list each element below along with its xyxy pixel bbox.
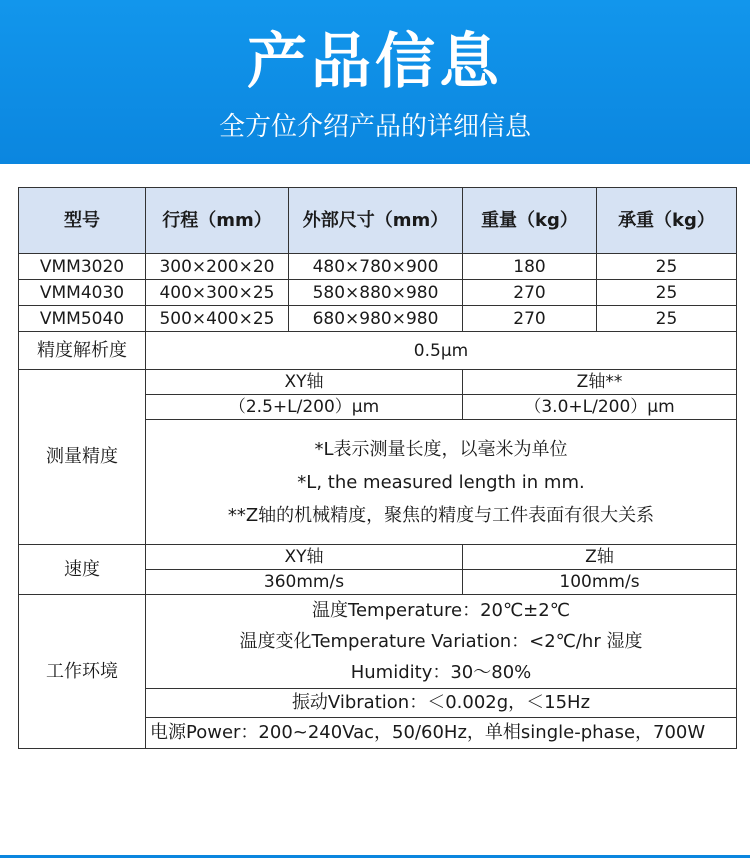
table-cell: 580×880×980 (289, 280, 463, 306)
spec-table (18, 187, 737, 749)
measure-z-value: （3.0+L/200）μm (463, 395, 737, 420)
table-cell: 270 (463, 280, 597, 306)
measure-axis-row (19, 370, 737, 395)
speed-xy-value: 360mm/s (146, 570, 463, 595)
table-cell: 270 (463, 306, 597, 332)
measure-xy-header: XY轴 (146, 370, 463, 395)
table-cell: 25 (597, 280, 737, 306)
speed-axis-row (19, 545, 737, 570)
table-cell: 480×780×900 (289, 254, 463, 280)
table-row (19, 254, 737, 280)
environment-line: 温度Temperature：20℃±2℃ (312, 600, 570, 621)
speed-z-header: Z轴 (463, 545, 737, 570)
table-row (19, 306, 737, 332)
resolution-row (19, 332, 737, 370)
resolution-label: 精度解析度 (19, 332, 146, 370)
speed-z-value: 100mm/s (463, 570, 737, 595)
table-cell: 500×400×25 (146, 306, 289, 332)
environment-line: Humidity：30～80% (350, 662, 532, 683)
table-cell: 400×300×25 (146, 280, 289, 306)
note-line: **Z轴的机械精度，聚焦的精度与工件表面有很大关系 (227, 504, 655, 526)
environment-line: 温度变化Temperature Variation：<2℃/hr 湿度 (239, 631, 643, 652)
environment-conditions (146, 595, 737, 689)
table-cell: VMM3020 (19, 254, 146, 280)
note-line: *L, the measured length in mm. (297, 471, 585, 493)
header-cell: 行程（mm） (146, 188, 289, 254)
header-cell: 重量（kg） (463, 188, 597, 254)
header-cell: 型号 (19, 188, 146, 254)
measure-z-header: Z轴** (463, 370, 737, 395)
speed-label: 速度 (19, 545, 146, 595)
table-cell: 25 (597, 306, 737, 332)
table-row (19, 280, 737, 306)
note-line: *L表示测量长度，以毫米为单位 (314, 438, 568, 460)
table-cell: 25 (597, 254, 737, 280)
environment-label: 工作环境 (19, 595, 146, 749)
resolution-value: 0.5μm (146, 332, 737, 370)
page-subtitle: 全方位介绍产品的详细信息 (218, 112, 531, 142)
measure-notes (146, 420, 737, 545)
header-banner (0, 0, 750, 164)
environment-row (19, 595, 737, 689)
power-value: 电源Power：200~240Vac，50/60Hz，单相single-phase，700W (146, 718, 737, 749)
table-cell: VMM4030 (19, 280, 146, 306)
header-cell: 承重（kg） (597, 188, 737, 254)
page-title: 产品信息 (247, 27, 503, 97)
table-cell: VMM5040 (19, 306, 146, 332)
measure-label: 测量精度 (19, 370, 146, 545)
table-header-row (19, 188, 737, 254)
vibration-value: 振动Vibration：＜0.002g，＜15Hz (146, 689, 737, 718)
table-cell: 680×980×980 (289, 306, 463, 332)
speed-xy-header: XY轴 (146, 545, 463, 570)
table-cell: 180 (463, 254, 597, 280)
table-cell: 300×200×20 (146, 254, 289, 280)
header-cell: 外部尺寸（mm） (289, 188, 463, 254)
measure-xy-value: （2.5+L/200）μm (146, 395, 463, 420)
